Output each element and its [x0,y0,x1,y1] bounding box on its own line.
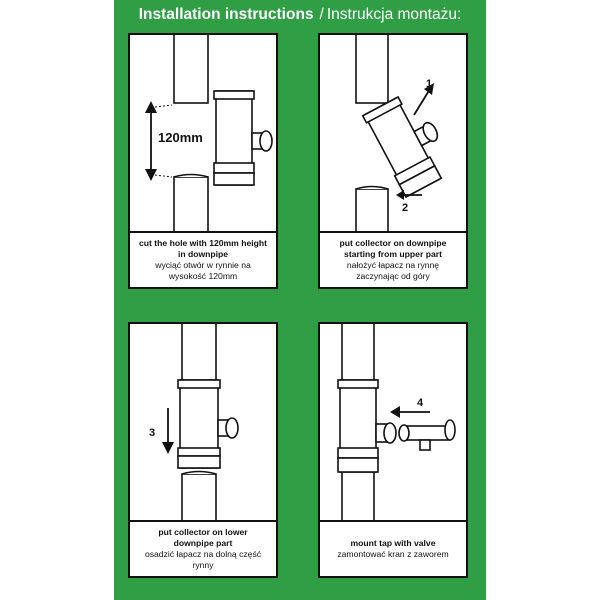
step-1-caption-pl: wyciąć otwór w rynnie na wysokość 120mm [155,260,251,281]
collector-top-ring [178,380,220,388]
collector-bottom-ring [338,458,378,472]
lower-downpipe [356,189,388,235]
step-4-illustration [320,324,466,524]
step-1-panel [128,33,278,289]
tap-spout [420,440,430,450]
lower-downpipe [174,177,208,235]
step-1-illustration [130,35,276,235]
step-3-panel [128,322,278,578]
step-4-panel [318,322,468,578]
tap-body [404,426,450,440]
step-1-caption-en: cut the hole with 120mm height in downpipe [139,238,267,259]
upper-downpipe [356,35,388,103]
collector-outlet-end [226,418,238,438]
arrow-down-icon [162,442,174,454]
title-separator: / [319,6,324,23]
step-2-panel [318,33,468,289]
step-1-caption [130,231,276,287]
collector-top-ring [338,380,378,388]
title-english: Installation instructions [138,6,314,23]
step-2-caption-pl: nałożyć łapacz na rynnę zaczynając od góry [346,260,440,281]
collector-bottom-ring [178,456,220,468]
dimension-guide-top [155,105,172,107]
pipe-cut-edge [174,175,208,178]
collector-tilted [363,89,457,197]
upper-downpipe [174,35,208,103]
upper-downpipe [182,324,216,384]
arrow-left-icon [396,190,404,200]
step-4-caption-pl: zamontować kran z zaworem [337,549,449,559]
dimension-guide-bottom [155,175,172,177]
step-3-illustration [130,324,276,524]
pipe-cut-edge [356,187,388,190]
arrow-2-label: 2 [402,202,409,214]
lower-downpipe [182,474,216,524]
arrow-4-label: 4 [417,397,424,409]
step-4-caption [320,520,466,576]
collector-mid-ring [178,448,220,456]
collector-top-ring [214,91,254,99]
step-3-caption-en: put collector on lower downpipe part [158,527,248,548]
arrow-3-label: 3 [149,427,156,439]
title-polish: Instrukcja montażu: [326,6,462,23]
collector-bottom-ring [214,173,254,185]
step-2-arrow-1-line [414,89,430,115]
step-3-caption [130,520,276,576]
height-label: 120mm [158,130,203,145]
step-2-illustration [320,35,466,235]
step-2-caption [320,231,466,287]
step-2-caption-en: put collector on downpipe starting from upper part [339,238,447,259]
collector-outlet-end [384,423,396,443]
pipe-cut-edge [182,472,216,475]
tap-valve-cap [445,420,455,440]
step-3-caption-pl: osadzić łapacz na dolną część rynny [144,549,262,570]
step-4-caption-en: mount tap with valve [350,538,436,548]
collector-mid-ring [338,448,378,458]
tap-end [399,425,409,441]
arrow-1-label: 1 [426,78,433,90]
page-title [114,4,486,26]
collector-outlet-end [260,131,272,151]
collector-mid-ring [214,163,254,173]
arrow-left-icon [390,406,400,418]
